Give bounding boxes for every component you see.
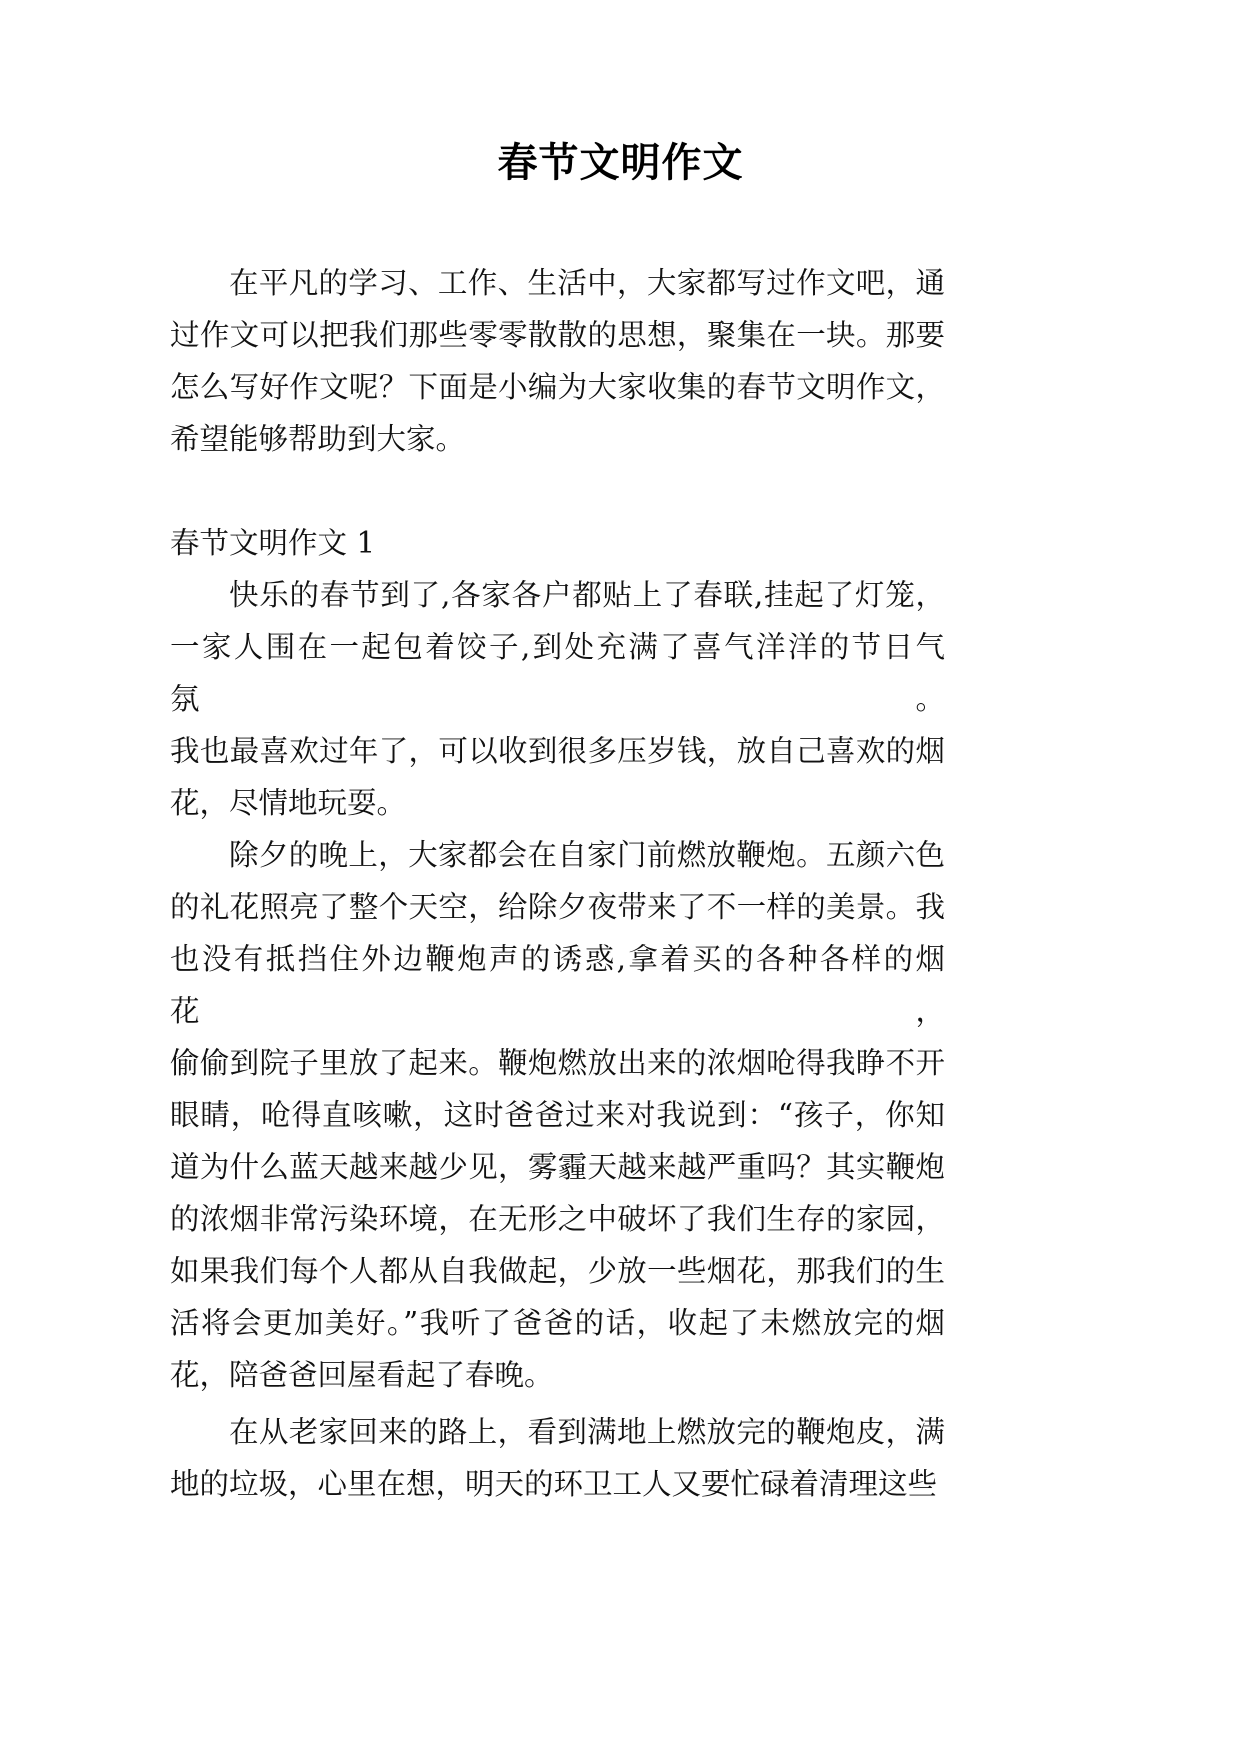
intro-line: 过作文可以把我们那些零零散散的思想，聚集在一块。那要 [170,318,945,352]
intro-line: 怎么写好作文呢？下面是小编为大家收集的春节文明作文， [170,370,945,404]
intro-line: 在平凡的学习、工作、生活中，大家都写过作文吧，通 [229,266,945,300]
essay-line: 也没有抵挡住外边鞭炮声的诱惑,拿着买的各种各样的烟花， [170,942,945,1028]
essay-paragraph [170,569,945,829]
essay-line: 快乐的春节到了,各家各户都贴上了春联,挂起了灯笼， [229,578,945,612]
essay-line: 一家人围在一起包着饺子,到处充满了喜气洋洋的节日气氛。 [170,630,945,716]
intro-paragraph [170,257,945,465]
essay-line: 眼睛，呛得直咳嗽，这时爸爸过来对我说到：“孩子，你知 [170,1098,945,1132]
document-body [170,257,945,1510]
essay-paragraph [170,1406,945,1510]
essay-paragraph [170,829,945,1401]
essay-line: 在从老家回来的路上，看到满地上燃放完的鞭炮皮，满 [229,1415,945,1449]
essay-line: 花，陪爸爸回屋看起了春晚。 [170,1358,554,1392]
essay-line: 如果我们每个人都从自我做起，少放一些烟花，那我们的生 [170,1254,945,1288]
essay-line: 道为什么蓝天越来越少见，雾霾天越来越严重吗？其实鞭炮 [170,1150,945,1184]
essay-line: 的浓烟非常污染环境，在无形之中破坏了我们生存的家园， [170,1202,945,1236]
essay-line: 活将会更加美好。”我听了爸爸的话，收起了未燃放完的烟 [170,1306,945,1340]
essay-line: 我也最喜欢过年了，可以收到很多压岁钱，放自己喜欢的烟 [170,734,945,768]
essay-line: 地的垃圾，心里在想，明天的环卫工人又要忙碌着清理这些 [170,1467,938,1501]
essay-line: 的礼花照亮了整个天空，给除夕夜带来了不一样的美景。我 [170,890,945,924]
essay-line: 花，尽情地玩耍。 [170,786,407,820]
essay-line: 除夕的晚上，大家都会在自家门前燃放鞭炮。五颜六色 [229,838,945,872]
essay-heading: 春节文明作文 1 [170,526,376,560]
essay-line: 偷偷到院子里放了起来。鞭炮燃放出来的浓烟呛得我睁不开 [170,1046,945,1080]
document-title: 春节文明作文 [497,139,744,186]
essay-body [170,569,945,1510]
intro-line: 希望能够帮助到大家。 [170,422,466,456]
